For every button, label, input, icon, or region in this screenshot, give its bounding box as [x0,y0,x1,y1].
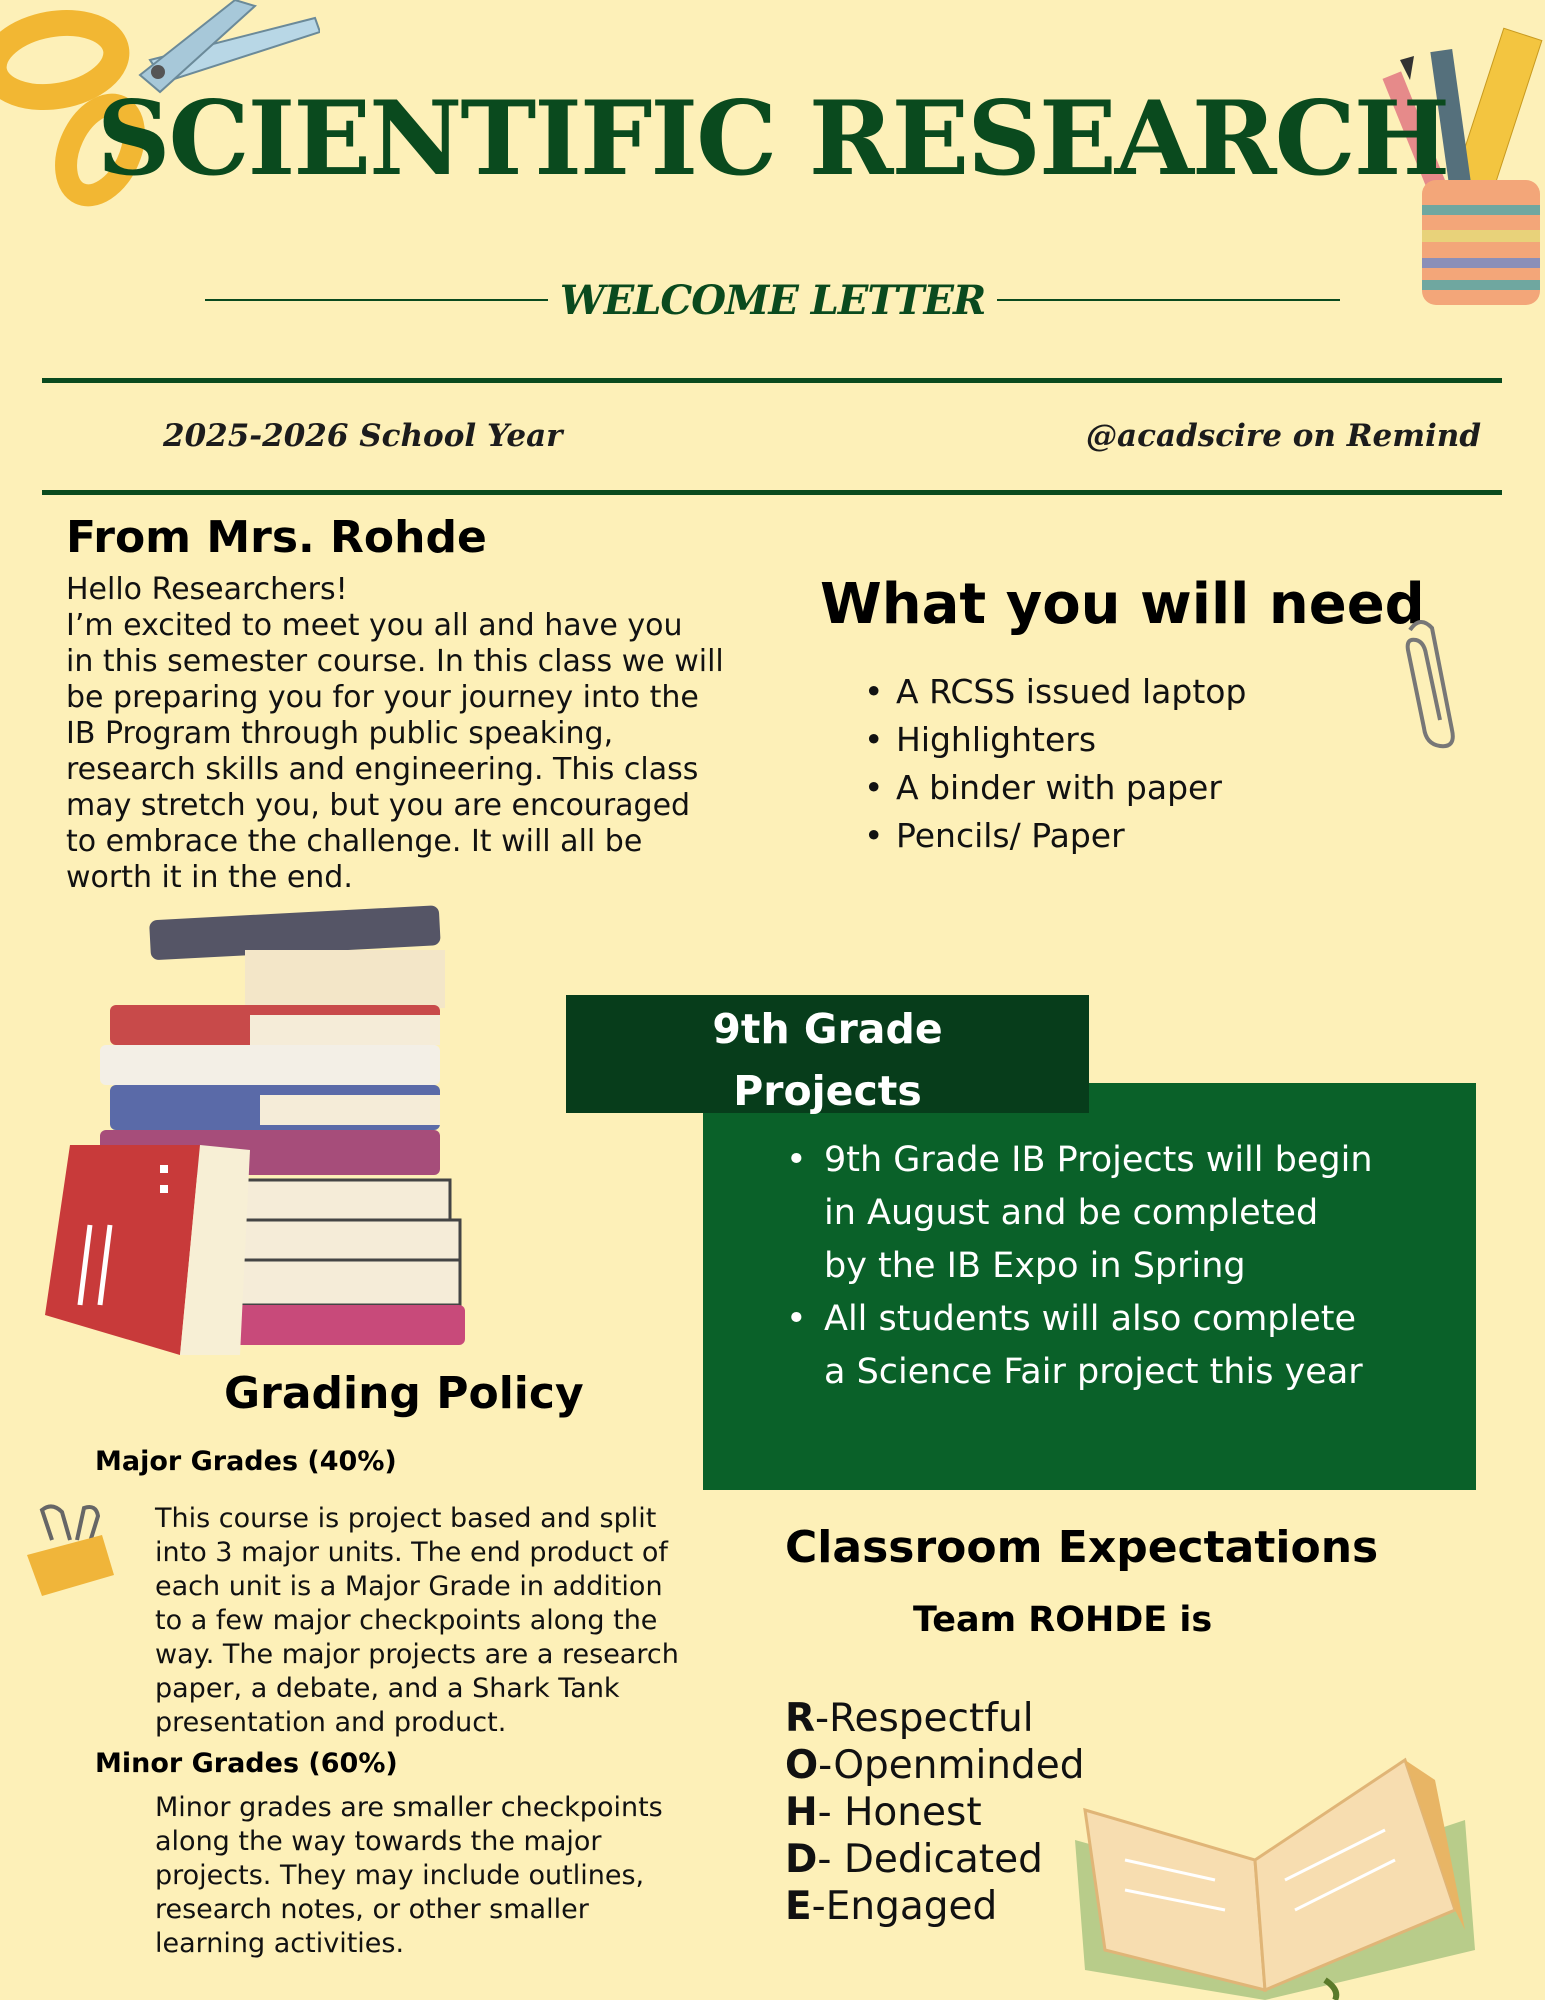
minor-line: research notes, or other smaller [155,1894,589,1925]
rohde-letter: H [785,1790,818,1835]
rohde-item [785,1742,1085,1789]
needs-list [856,668,1246,860]
projects-heading-line: Projects [733,1067,922,1115]
projects-heading-line: 9th Grade [712,1005,943,1053]
intro-line: to embrace the challenge. It will all be [66,824,643,859]
intro-text [66,572,766,896]
major-line: to a few major checkpoints along the [155,1605,658,1636]
school-year: 2025-2026 School Year [163,418,563,454]
expectations-heading: Classroom Expectations [785,1522,1379,1573]
rohde-word: -Openminded [818,1743,1085,1788]
rohde-word: - Dedicated [817,1837,1043,1882]
list-item [782,1293,1462,1399]
rohde-word: -Engaged [811,1884,998,1929]
rohde-item [785,1883,1085,1930]
rohde-item [785,1789,1085,1836]
intro-line: I’m excited to meet you all and have you [66,608,683,643]
project-line: in August and be completed [824,1193,1319,1233]
intro-line: may stretch you, but you are encouraged [66,788,691,823]
subtitle-row [205,272,1340,328]
subtitle-left-line [205,299,548,301]
project-line: • All students will also complete [824,1299,1357,1339]
binder-clip-icon [22,1500,117,1600]
minor-line: along the way towards the major [155,1826,602,1857]
list-item: • Pencils/ Paper [856,812,1246,860]
major-line: paper, a debate, and a Shark Tank [155,1673,620,1704]
rohde-word: -Respectful [815,1696,1034,1741]
list-item: • Highlighters [856,716,1246,764]
project-line: a Science Fair project this year [824,1352,1363,1392]
minor-grades-label: Minor Grades (60%) [95,1748,398,1779]
minor-grades-text [155,1791,663,1961]
intro-line: IB Program through public speaking, [66,716,614,751]
rohde-item [785,1836,1085,1883]
needs-heading: What you will need [820,572,1425,637]
major-grades-text [155,1502,679,1740]
projects-list [782,1134,1462,1399]
intro-line: worth it in the end. [66,860,353,895]
major-line: This course is project based and split [155,1503,657,1534]
rohde-word: - Honest [817,1790,982,1835]
major-line: each unit is a Major Grade in addition [155,1571,663,1602]
intro-line: be preparing you for your journey into the [66,680,699,715]
intro-heading: From Mrs. Rohde [66,512,487,563]
major-grades-label: Major Grades (40%) [95,1446,397,1477]
rohde-letter: R [785,1696,816,1741]
paperclip-icon [1390,610,1460,750]
grading-heading: Grading Policy [224,1368,584,1419]
intro-line: research skills and engineering. This class [66,752,699,787]
intro-line: in this semester course. In this class we will [66,644,724,679]
subtitle-right-line [997,299,1340,301]
rohde-letter: D [785,1837,818,1882]
open-book-icon [1065,1750,1475,2000]
major-line: into 3 major units. The end product of [155,1537,668,1568]
book-stack-icon [40,905,470,1365]
list-item [782,1134,1462,1293]
subtitle: WELCOME LETTER [559,276,986,324]
project-line: by the IB Expo in Spring [824,1246,1246,1286]
project-line: • 9th Grade IB Projects will begin [824,1140,1373,1180]
rohde-item [785,1695,1085,1742]
major-line: presentation and product. [155,1707,507,1738]
major-line: way. The major projects are a research [155,1639,679,1670]
rohde-list [785,1695,1085,1930]
remind-handle: @acadscire on Remind [1086,418,1481,454]
minor-line: Minor grades are smaller checkpoints [155,1792,663,1823]
list-item: • A RCSS issued laptop [856,668,1246,716]
rohde-letter: E [785,1884,812,1929]
minor-line: projects. They may include outlines, [155,1860,645,1891]
intro-line: Hello Researchers! [66,572,348,607]
minor-line: learning activities. [155,1928,405,1959]
list-item: • A binder with paper [856,764,1246,812]
rohde-letter: O [785,1743,819,1788]
bottom-divider [42,490,1502,495]
top-divider [42,378,1502,383]
page-title: SCIENTIFIC RESEARCH [96,79,1449,199]
expectations-subheading: Team ROHDE is [913,1600,1213,1640]
projects-heading [566,998,1089,1122]
